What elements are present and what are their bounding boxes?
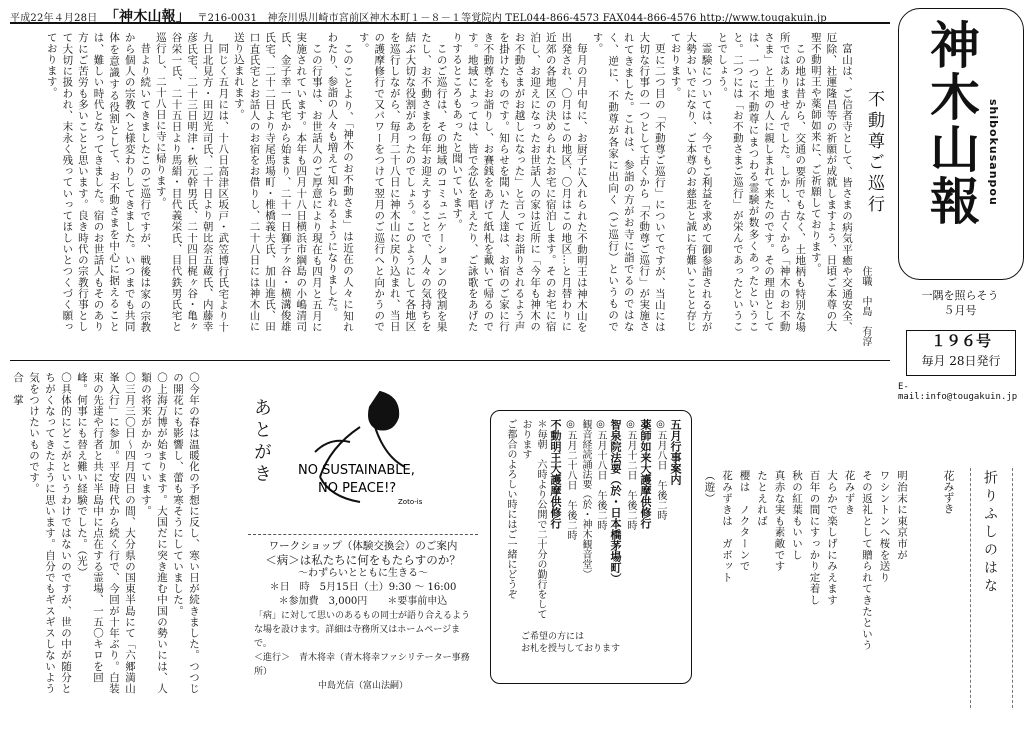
afterword-paragraph: 〇上海万博が始まります。大国だに突き進む中国の勢いには、人類の将来がかかっています。 (140, 372, 168, 694)
events-note: ご希望の方には お札を授与しております (521, 632, 621, 654)
motto-line1: 一隅を照らそう (921, 289, 999, 302)
poem-line: 明治末に東京市が (896, 470, 908, 561)
poem-series-title: 折りふしのはな (982, 470, 998, 596)
workshop-title: ワークショップ（体験交換会）のご案内 (248, 534, 478, 553)
workshop-notice (248, 534, 478, 699)
article-paragraph: 更に二つ目の「不動尊ご巡行」についてですが、当山には大切な行事の一つとして古くから「不動尊ご巡行」が実施されてきました。これは、参詣の方がお寺に詣でるのではなく、逆に、不動尊が各家に出向く（ご巡行）というものです。 (591, 32, 666, 332)
masthead-kanji: 神木山報 (922, 19, 981, 227)
workshop-theme: ＜病＞は私たちに何をもたらすのか？ (265, 553, 461, 567)
masthead (898, 8, 1024, 280)
event-item: 観音経読誦法要（於・神木観音堂） (580, 419, 591, 579)
event-item: 薬師如来大護摩供修行 (639, 419, 652, 529)
event-item: ◎五月十八日 午後二時 (595, 419, 606, 530)
poem-body (700, 470, 910, 710)
header-tel: TEL044-866-4573 (505, 13, 600, 24)
poem-line: その返礼として贈られてきたという (861, 470, 873, 651)
slogan-line1: NO SUSTAINABLE, (298, 463, 415, 478)
poem-line: 百年の間にすっかり定着し (808, 470, 821, 606)
article-author: 住職 中島 有淳 (860, 266, 871, 346)
events-box (490, 410, 692, 684)
afterword-paragraph: 〇今年の春は温暖化の予想に反し、寒い日が続きました。つつじの開花にも影響し、蕾も寒そうにしていました。 (172, 372, 200, 694)
poem-line: 大らかで楽しげにみえます (826, 470, 838, 606)
header-address: 〒216-0031 神奈川県川崎市宮前区神木本町１－８－１等覚院内 (197, 13, 502, 24)
event-item: ◎五月十二日 午後二時 (625, 419, 636, 530)
slogan-line2: NO PEACE!? (318, 481, 397, 496)
article-paragraph: この行事は、お世話人のご厚意により現在も四月と五月に実施されています。本年も四月十八日横浜市綱島の小嶋清司氏、金子幸一氏宅から始まり、二十一日獅子ヶ谷・横溝俊雄氏宅、二十二日より寺尾馬場町・椎橋義夫氏、加山進氏、田口直氏宅とお話人のお宿をお借りし、二十八日には神木山に送り込まれます。 (232, 32, 323, 332)
masthead-roman: shibokusanpou (987, 99, 1000, 206)
contact-email: E-mail:info@tougakuin.jp (898, 382, 1018, 402)
poem-border-left (970, 468, 971, 708)
workshop-date: ＊日 時 5月15日（土）9:30 ～ 16:00 (269, 582, 457, 593)
article-paragraph: 富山は、ご信者寺として、皆さまの病気平癒や交通安全、厄除、社運隆昌等の祈願が成就しますよう、日頃ご本尊の大聖不動明王や薬師如来に、ご祈願しております。 (809, 32, 853, 332)
poem-line: 真赤な実も素敵です (773, 470, 786, 572)
motto (900, 288, 1020, 318)
article-paragraph: 昔より続いてきましたこのご巡行ですが、戦後は家の宗教から個人の宗教へと様変わりしてきました。いつまでも共同体を意識する役割として、お不動さまを中心に据えることは、難しい時代となってきました。宿のお世話人もそのあり方にご苦労も多いことと思います。良き時代の宗教行事として大切に扱われ、末永く残っていってほしいとつくづく願っております。 (45, 32, 152, 332)
events-heading: 五月行事案内 (669, 419, 682, 485)
poem-line: たとえれば (756, 470, 768, 527)
event-item: ◎五月八日 午後二時 (655, 419, 666, 520)
event-item: 智泉院法要（於・日本橋茅場町） (609, 419, 622, 584)
poem-line: （遊） (703, 470, 716, 504)
article-body (14, 32, 854, 332)
article-paragraph: この地は昔から、交通の要所でもなく、土地柄も特別な場所ではありませんでした。しかし、古くから「神木のお不動さま」と土地の人に親しまれて来たのです。その理由としては、一つに不動尊にまつわる霊験が数多くあったということ。二つには「お不動さまご巡行」が栄んであったということでしょう。 (716, 32, 807, 332)
article-paragraph: 同じく五月には、十八日高津区坂戸・武笠博行氏宅より十九日北見方・田辺光司氏、二十日より朝比奈五蔵氏、内藤幸彦氏宅、二十三日明津・秋元幹男氏、二十四日梶ヶ谷・亀ヶ谷栄一氏、二十五日より馬絹・目代義栄氏、目代鉄男氏宅と巡行し、二十八日に寺に帰ります。 (154, 32, 230, 332)
poem-line: 花みずき (843, 470, 856, 516)
afterword-paragraph: 〇三月三〇日～四月四日の間、大分県の国東半島にて「六郷満山峯入行」に参加。平安時代から続く行で、今回が十年ぶり。白装束の先達や行者と共に半島中に点在する霊場、一五〇キロを回峰。何事にも替え難い経験でした。（光） (76, 372, 136, 694)
event-item: ＊毎朝 六時より公開で二十分の勤行をしております (520, 419, 546, 619)
afterword-title: あとがき (251, 398, 272, 486)
afterword-paragraph: 〇具体的にどこがというわけではないのですが、世の中が随分とちがくなってきたように思います。自分でもギスギスしないよう気をつけたいものです。 (28, 372, 72, 694)
poem-border-right (1012, 468, 1013, 708)
workshop-subtitle: ～わずらいとともに生きる～ (298, 568, 428, 579)
issue-number: １９６号 (930, 332, 991, 350)
issue-schedule: 毎月 28日発行 (921, 354, 1001, 368)
poem-title: 花みずき (942, 470, 955, 514)
section-rule (10, 360, 890, 361)
article-paragraph: 霊験については、今でもご利益を求めて御参詣される方が大勢おいでになり、ご本尊のお慈悲と誠に有難いことと存じております。 (669, 32, 713, 332)
poem-line: 櫻は ノクターンで (738, 470, 751, 572)
afterword-paragraph: 合 掌 (12, 372, 24, 406)
workshop-description: 「病」に対して思いのあるもの同士が語り合えるような場を設けます。詳細は寺務所又はホームページまで。 (254, 611, 471, 649)
article-paragraph: このことより、「神木のお不動さま」は近在の人々に知れわたり、参詣の人々も増えて知られるようになりました。 (326, 32, 354, 332)
illustration-signature: Zoto-is (398, 498, 423, 506)
event-item: ◎五月二十八日 午後二時 (565, 419, 576, 540)
header-fax: FAX044-866-4576 (602, 13, 697, 24)
poem-line: ワシントンへ桜を送り (878, 470, 891, 583)
workshop-host2: 中島光信（富山法嗣） (317, 681, 408, 691)
top-rule (10, 22, 890, 24)
events-list (503, 419, 683, 619)
event-item: ご都合のよろしい時にはご一緒にどうぞ (505, 419, 516, 599)
caricature-illustration (290, 382, 440, 522)
afterword-body (10, 372, 202, 702)
header-paper-name: 「神木山報」 (104, 9, 191, 25)
article-title: 不動尊ご巡行 (864, 90, 884, 216)
poem-line: 秋の紅葉もいいし (791, 470, 803, 561)
issue-box (906, 330, 1016, 376)
motto-line2: ５月号 (943, 304, 977, 317)
header-date: 平成22年４月28日 (10, 13, 98, 24)
header-url: http://www.tougakuin.jp (699, 13, 827, 24)
article-paragraph: 毎月の月中旬に、お厨子に入れられた不動明王は神木山を出発され、〇月はこの地区、〇月はこの地区…と月替わりに近郊の各地区の決められたお宅に宿泊します。そのお宅に宿泊し、お迎えになったお世話人の家は近所に「今年も神木のお不動さまがお越しになった」と言ってお詣りされるよう声を掛けたものです。知らせを聞いた人達は、お宿のご家に行き不動尊をお詣りし、お賽銭をあげて紙札を戴いて帰るのです。地域によっては、皆で念仏を唱えたり、ご詠歌をあげたりするところもあったと聞いています。 (451, 32, 588, 332)
workshop-fee: ＊参加費 3,000円 ＊要事前申込 (278, 596, 448, 607)
article-paragraph: このご巡行は、その地域のコミュニケーションの役割を果たし、お不動さまを毎年お迎えすることで、人々の気持ちを結ぶ大切な役割があったのでしょう。このようにして各地区を巡行しながら、毎月二十八日に神木山に戻り込まれ、当日の護摩修行で又パワーをつけて翌月のご巡行へと向かうのです。 (357, 32, 448, 332)
poem-line: 花みずきは ガボット (721, 470, 733, 583)
workshop-host1: ＜進行＞ 青木将幸（青木将幸ファシリテーター事務所） (254, 653, 470, 677)
event-item: 不動明王大護摩供修行 (549, 419, 562, 529)
